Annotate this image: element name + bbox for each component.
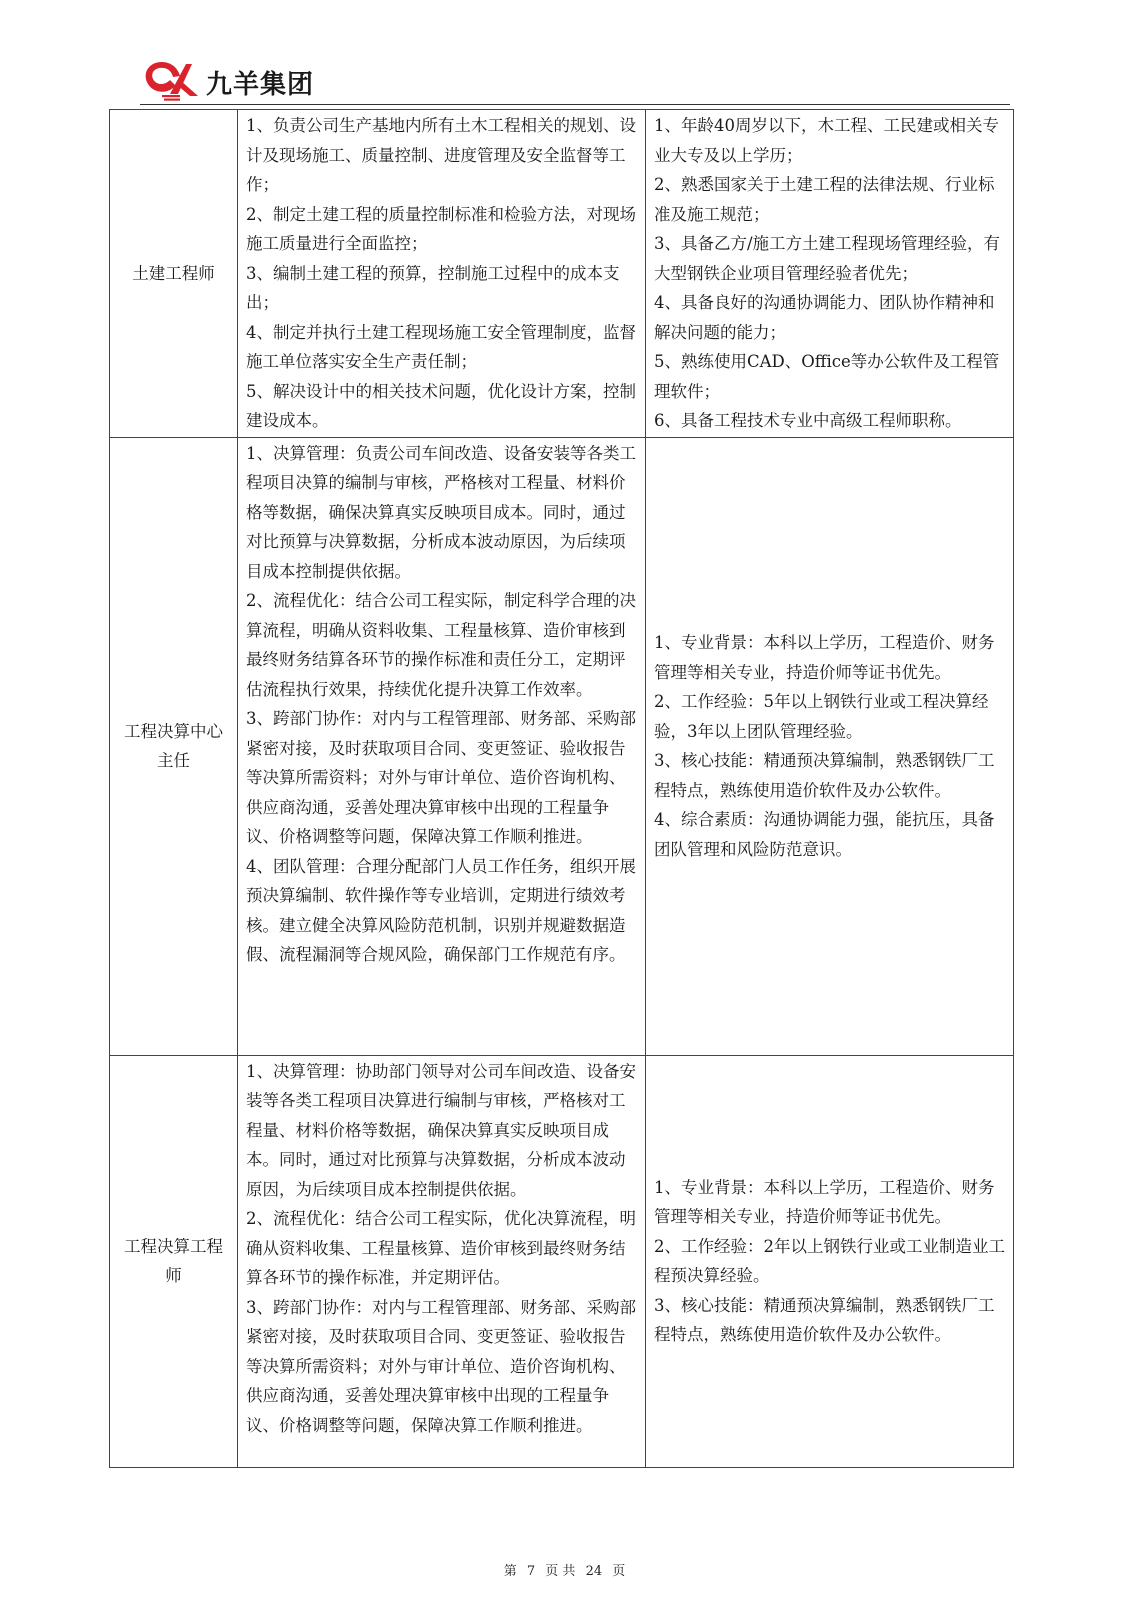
- duty-item: 2、制定土建工程的质量控制标准和检验方法，对现场施工质量进行全面监控；: [246, 204, 636, 253]
- duty-item: 3、编制土建工程的预算，控制施工过程中的成本支出；: [246, 263, 620, 312]
- requirement-item: 6、具备工程技术专业中高级工程师职称。: [654, 411, 962, 430]
- job-table: [109, 109, 1014, 1468]
- footer-total-pages: 24: [585, 1564, 603, 1579]
- job-table-body: [110, 110, 1014, 1468]
- role-title: 工程决算中心主任: [110, 437, 238, 1055]
- role-title: 工程决算工程师: [110, 1055, 238, 1467]
- duty-item: 1、负责公司生产基地内所有土木工程相关的规划、设计及现场施工、质量控制、进度管理及安全监督等工作；: [246, 116, 636, 194]
- requirement-item: 2、工作经验：2年以上钢铁行业或工业制造业工程预决算经验。: [654, 1236, 1005, 1285]
- requirements-cell: [646, 437, 1014, 1055]
- footer-prefix: 第: [503, 1564, 517, 1579]
- duty-item: 3、跨部门协作：对内与工程管理部、财务部、采购部紧密对接，及时获取项目合同、变更签证、验收报告等决算所需资料；对外与审计单位、造价咨询机构、供应商沟通，妥善处理决算审核中出现的工程量争议、价格调整等问题，保障决算工作顺利推进。: [246, 1297, 636, 1435]
- footer-page-number: 7: [526, 1564, 536, 1579]
- company-name: 九羊集团: [206, 70, 315, 100]
- role-title: 土建工程师: [110, 110, 238, 438]
- duty-item: 5、解决设计中的相关技术问题，优化设计方案，控制建设成本。: [246, 381, 636, 430]
- page-header: [140, 52, 1010, 102]
- duties-cell: [238, 110, 646, 438]
- requirement-item: 3、具备乙方/施工方土建工程现场管理经验，有大型钢铁企业项目管理经验者优先；: [654, 234, 1001, 283]
- requirement-item: 2、工作经验：5年以上钢铁行业或工程决算经验，3年以上团队管理经验。: [654, 692, 989, 741]
- footer-suffix: 页: [612, 1564, 626, 1579]
- duties-cell: [238, 437, 646, 1055]
- duty-item: 1、决算管理：协助部门领导对公司车间改造、设备安装等各类工程项目决算进行编制与审核，严格核对工程量、材料价格等数据，确保决算真实反映项目成本。同时，通过对比预算与决算数据，分析成本波动原因，为后续项目成本控制提供依据。: [246, 1061, 636, 1199]
- requirement-item: 5、熟练使用CAD、Office等办公软件及工程管理软件；: [654, 352, 1000, 401]
- duty-item: 4、制定并执行土建工程现场施工安全管理制度，监督施工单位落实安全生产责任制；: [246, 322, 636, 371]
- duty-item: 1、决算管理：负责公司车间改造、设备安装等各类工程项目决算的编制与审核，严格核对工程量、材料价格等数据，确保决算真实反映项目成本。同时，通过对比预算与决算数据，分析成本波动原因，为后续项目成本控制提供依据。: [246, 443, 636, 581]
- duties-cell: [238, 1055, 646, 1467]
- requirements-cell: [646, 110, 1014, 438]
- table-row: [110, 1055, 1014, 1467]
- page-footer: [0, 1560, 1129, 1579]
- requirement-item: 4、具备良好的沟通协调能力、团队协作精神和解决问题的能力；: [654, 293, 995, 342]
- requirement-item: 4、综合素质：沟通协调能力强，能抗压，具备团队管理和风险防范意识。: [654, 810, 995, 859]
- table-row: [110, 110, 1014, 438]
- table-row: [110, 437, 1014, 1055]
- header-divider: [140, 104, 1010, 105]
- requirement-item: 1、专业背景：本科以上学历，工程造价、财务管理等相关专业，持造价师等证书优先。: [654, 633, 995, 682]
- duty-item: 2、流程优化：结合公司工程实际，优化决算流程，明确从资料收集、工程量核算、造价审核到最终财务结算各环节的操作标准，并定期评估。: [246, 1209, 636, 1287]
- jiuyang-logo-icon: [140, 56, 202, 102]
- requirement-item: 1、年龄40周岁以下，木工程、工民建或相关专业大专及以上学历；: [654, 116, 999, 165]
- duty-item: 4、团队管理：合理分配部门人员工作任务，组织开展预决算编制、软件操作等专业培训，定期进行绩效考核。建立健全决算风险防范机制，识别并规避数据造假、流程漏洞等合规风险，确保部门工作规范有序。: [246, 856, 636, 964]
- requirement-item: 1、专业背景：本科以上学历，工程造价、财务管理等相关专业，持造价师等证书优先。: [654, 1177, 995, 1226]
- footer-middle: 页 共: [545, 1564, 576, 1579]
- requirement-item: 3、核心技能：精通预决算编制，熟悉钢铁厂工程特点，熟练使用造价软件及办公软件。: [654, 1295, 995, 1344]
- requirement-item: 3、核心技能：精通预决算编制，熟悉钢铁厂工程特点，熟练使用造价软件及办公软件。: [654, 751, 995, 800]
- duty-item: 2、流程优化：结合公司工程实际，制定科学合理的决算流程，明确从资料收集、工程量核算、造价审核到最终财务结算各环节的操作标准和责任分工，定期评估流程执行效果，持续优化提升决算工作效率。: [246, 591, 636, 699]
- requirement-item: 2、熟悉国家关于土建工程的法律法规、行业标准及施工规范；: [654, 175, 995, 224]
- duty-item: 3、跨部门协作：对内与工程管理部、财务部、采购部紧密对接，及时获取项目合同、变更签证、验收报告等决算所需资料；对外与审计单位、造价咨询机构、供应商沟通，妥善处理决算审核中出现的工程量争议、价格调整等问题，保障决算工作顺利推进。: [246, 709, 636, 846]
- requirements-cell: [646, 1055, 1014, 1467]
